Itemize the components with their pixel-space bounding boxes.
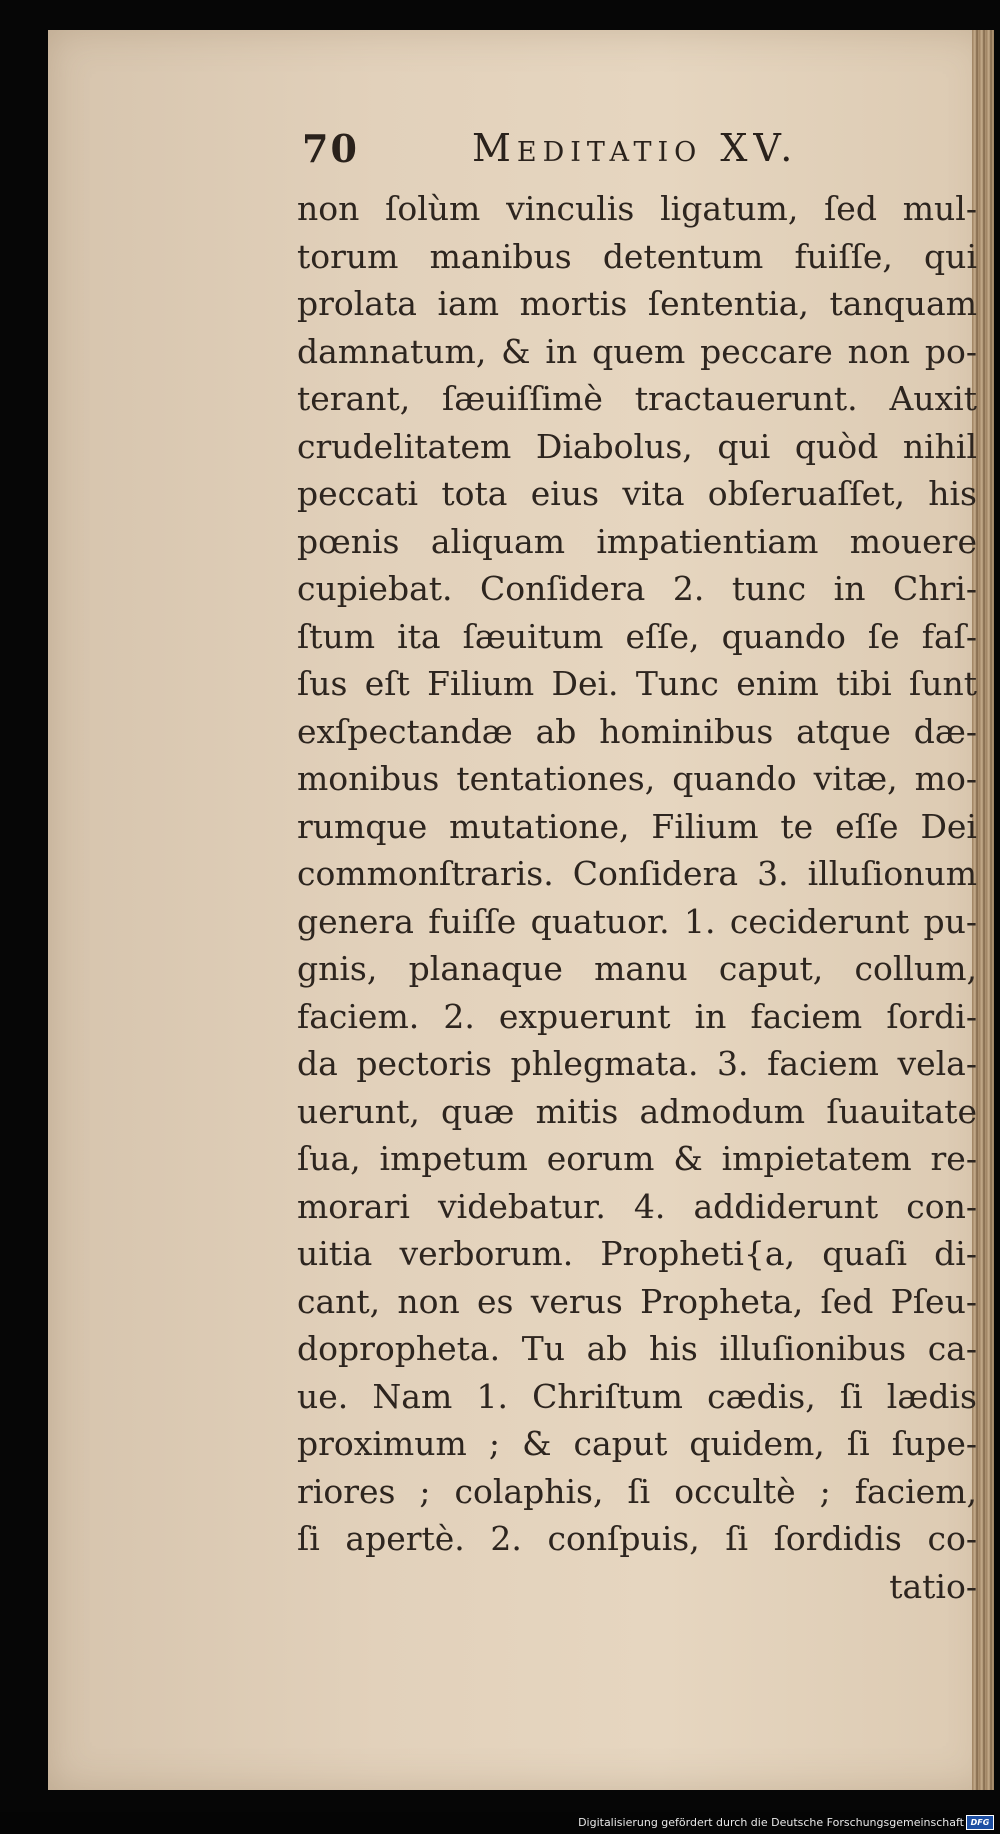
text-line: damnatum, & in quem peccare non po- (297, 331, 977, 371)
text-line: non ſolùm vinculis ligatum, ſed mul- (297, 189, 977, 228)
text-line: ſua, impetum eorum & impietatem re- (297, 1139, 977, 1178)
text-line: rumque mutatione, Filium te eſſe Dei (297, 806, 977, 846)
text-line: cupiebat. Conſidera 2. tunc in Chri- (297, 569, 977, 608)
text-line: ſus eſt Filium Dei. Tunc enim tibi ſunt (297, 664, 977, 703)
text-line: riores ; colaphis, ſi occultè ; faciem, (297, 1471, 977, 1511)
text-line: ue. Nam 1. Chriſtum cædis, ſi lædis (297, 1376, 977, 1416)
text-line: pœnis aliquam impatientiam mouere (297, 521, 977, 561)
digitization-credit: Digitalisierung gefördert durch die Deutsche Forschungsgemeinschaft (578, 1816, 964, 1829)
text-line: da pectoris phlegmata. 3. faciem vela- (297, 1044, 977, 1083)
text-line: morari videbatur. 4. addiderunt con- (297, 1186, 977, 1226)
text-line: monibus tentationes, quando vitæ, mo- (297, 759, 977, 798)
text-line: proximum ; & caput quidem, ſi ſupe- (297, 1424, 977, 1463)
text-line: exſpectandæ ab hominibus atque dæ- (297, 711, 977, 751)
text-line: cant, non es verus Propheta, ſed Pſeu- (297, 1281, 977, 1321)
text-line: genera fuiſſe quatuor. 1. ceciderunt pu- (297, 901, 977, 941)
text-line: uerunt, quæ mitis admodum ſuauitate (297, 1091, 977, 1131)
text-line: prolata iam mortis ſententia, tanquam (297, 284, 977, 323)
text-line: faciem. 2. expuerunt in faciem ſordi- (297, 996, 977, 1036)
text-line: gnis, planaque manu caput, collum, (297, 949, 977, 988)
text-line: peccati tota eius vita obſeruaſſet, his (297, 474, 977, 513)
text-line: terant, ſæuiſſimè tractauerunt. Auxit (297, 379, 977, 418)
page-header (302, 126, 862, 182)
running-title: Meditatio XV. (472, 126, 799, 170)
page-number: 70 (302, 126, 359, 171)
catchword-line: tatio- (889, 1566, 977, 1606)
dfg-logo: DFG (966, 1815, 994, 1830)
text-line: crudelitatem Diabolus, qui quòd nihil (297, 426, 977, 466)
text-line: ſi apertè. 2. conſpuis, ſi ſordidis co- (297, 1519, 977, 1558)
text-line: uitia verborum. Propheti{a, quaſi di- (297, 1234, 977, 1273)
body-text (297, 185, 977, 1610)
text-line: commonſtraris. Conſidera 3. illuſionum (297, 854, 977, 893)
text-line: ſtum ita ſæuitum eſſe, quando ſe faſ- (297, 616, 977, 656)
text-line: dopropheta. Tu ab his illuſionibus ca- (297, 1329, 977, 1368)
text-line: torum manibus detentum fuiſſe, qui (297, 236, 977, 276)
